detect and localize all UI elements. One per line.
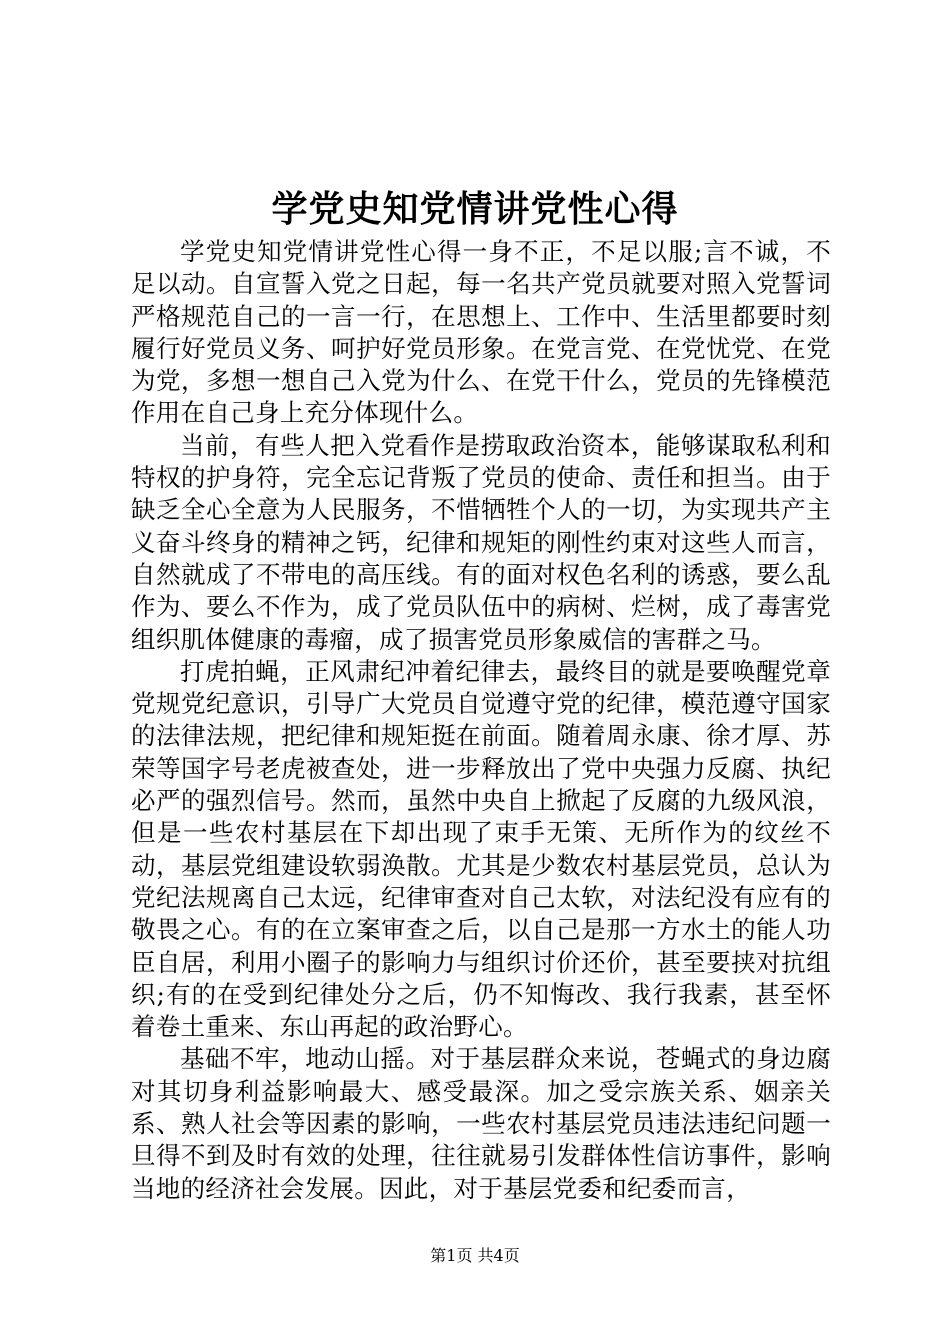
paragraph-4: 基础不牢，地动山摇。对于基层群众来说，苍蝇式的身边腐对其切身利益影响最大、感受最深。加之受宗族关系、姻亲关系、熟人社会等因素的影响，一些农村基层党员违法违纪问题一旦得不到及时有效的处理，往往就易引发群体性信访事件，影响当地的经济社会发展。因此，对于基层党委和纪委而言， bbox=[131, 1044, 831, 1203]
paragraph-1: 学党史知党情讲党性心得一身不正，不足以服;言不诚，不足以动。自宣誓入党之日起，每一名共产党员就要对照入党誓词严格规范自己的一言一行，在思想上、工作中、生活里都要时刻履行好党员义务、呵护好党员形象。在党言党、在党忧党、在党为党，多想一想自己入党为什么、在党干什么，党员的先锋模范作用在自己身上充分体现什么。 bbox=[131, 237, 831, 428]
document-body bbox=[131, 236, 831, 1205]
document-title: 学党史知党情讲党性心得 bbox=[271, 188, 679, 230]
paragraph-3: 打虎拍蝇，正风肃纪冲着纪律去，最终目的就是要唤醒党章党规党纪意识，引导广大党员自觉遵守党的纪律，模范遵守国家的法律法规，把纪律和规矩挺在前面。随着周永康、徐才厚、苏荣等国字号老虎被查处，进一步释放出了党中央强力反腐、执纪必严的强烈信号。然而，虽然中央自上掀起了反腐的九级风浪，但是一些农村基层在下却出现了束手无策、无所作为的纹丝不动，基层党组建设软弱涣散。尤其是少数农村基层党员，总认为党纪法规离自己太远，纪律审查对自己太软，对法纪没有应有的敬畏之心。有的在立案审查之后，以自己是那一方水土的能人功臣自居，利用小圈子的影响力与组织讨价还价，甚至要挟对抗组织;有的在受到纪律处分之后，仍不知悔改、我行我素，甚至怀着卷土重来、东山再起的政治野心。 bbox=[131, 656, 831, 1042]
page-footer: 第1页 共4页 bbox=[430, 1246, 520, 1265]
paragraph-2: 当前，有些人把入党看作是捞取政治资本，能够谋取私利和特权的护身符，完全忘记背叛了党员的使命、责任和担当。由于缺乏全心全意为人民服务，不惜牺牲个人的一切，为实现共产主义奋斗终身的精神之钙，纪律和规矩的刚性约束对这些人而言，自然就成了不带电的高压线。有的面对权色名利的诱惑，要么乱作为、要么不作为，成了党员队伍中的病树、烂树，成了毒害党组织肌体健康的毒瘤，成了损害党员形象威信的害群之马。 bbox=[131, 430, 831, 654]
